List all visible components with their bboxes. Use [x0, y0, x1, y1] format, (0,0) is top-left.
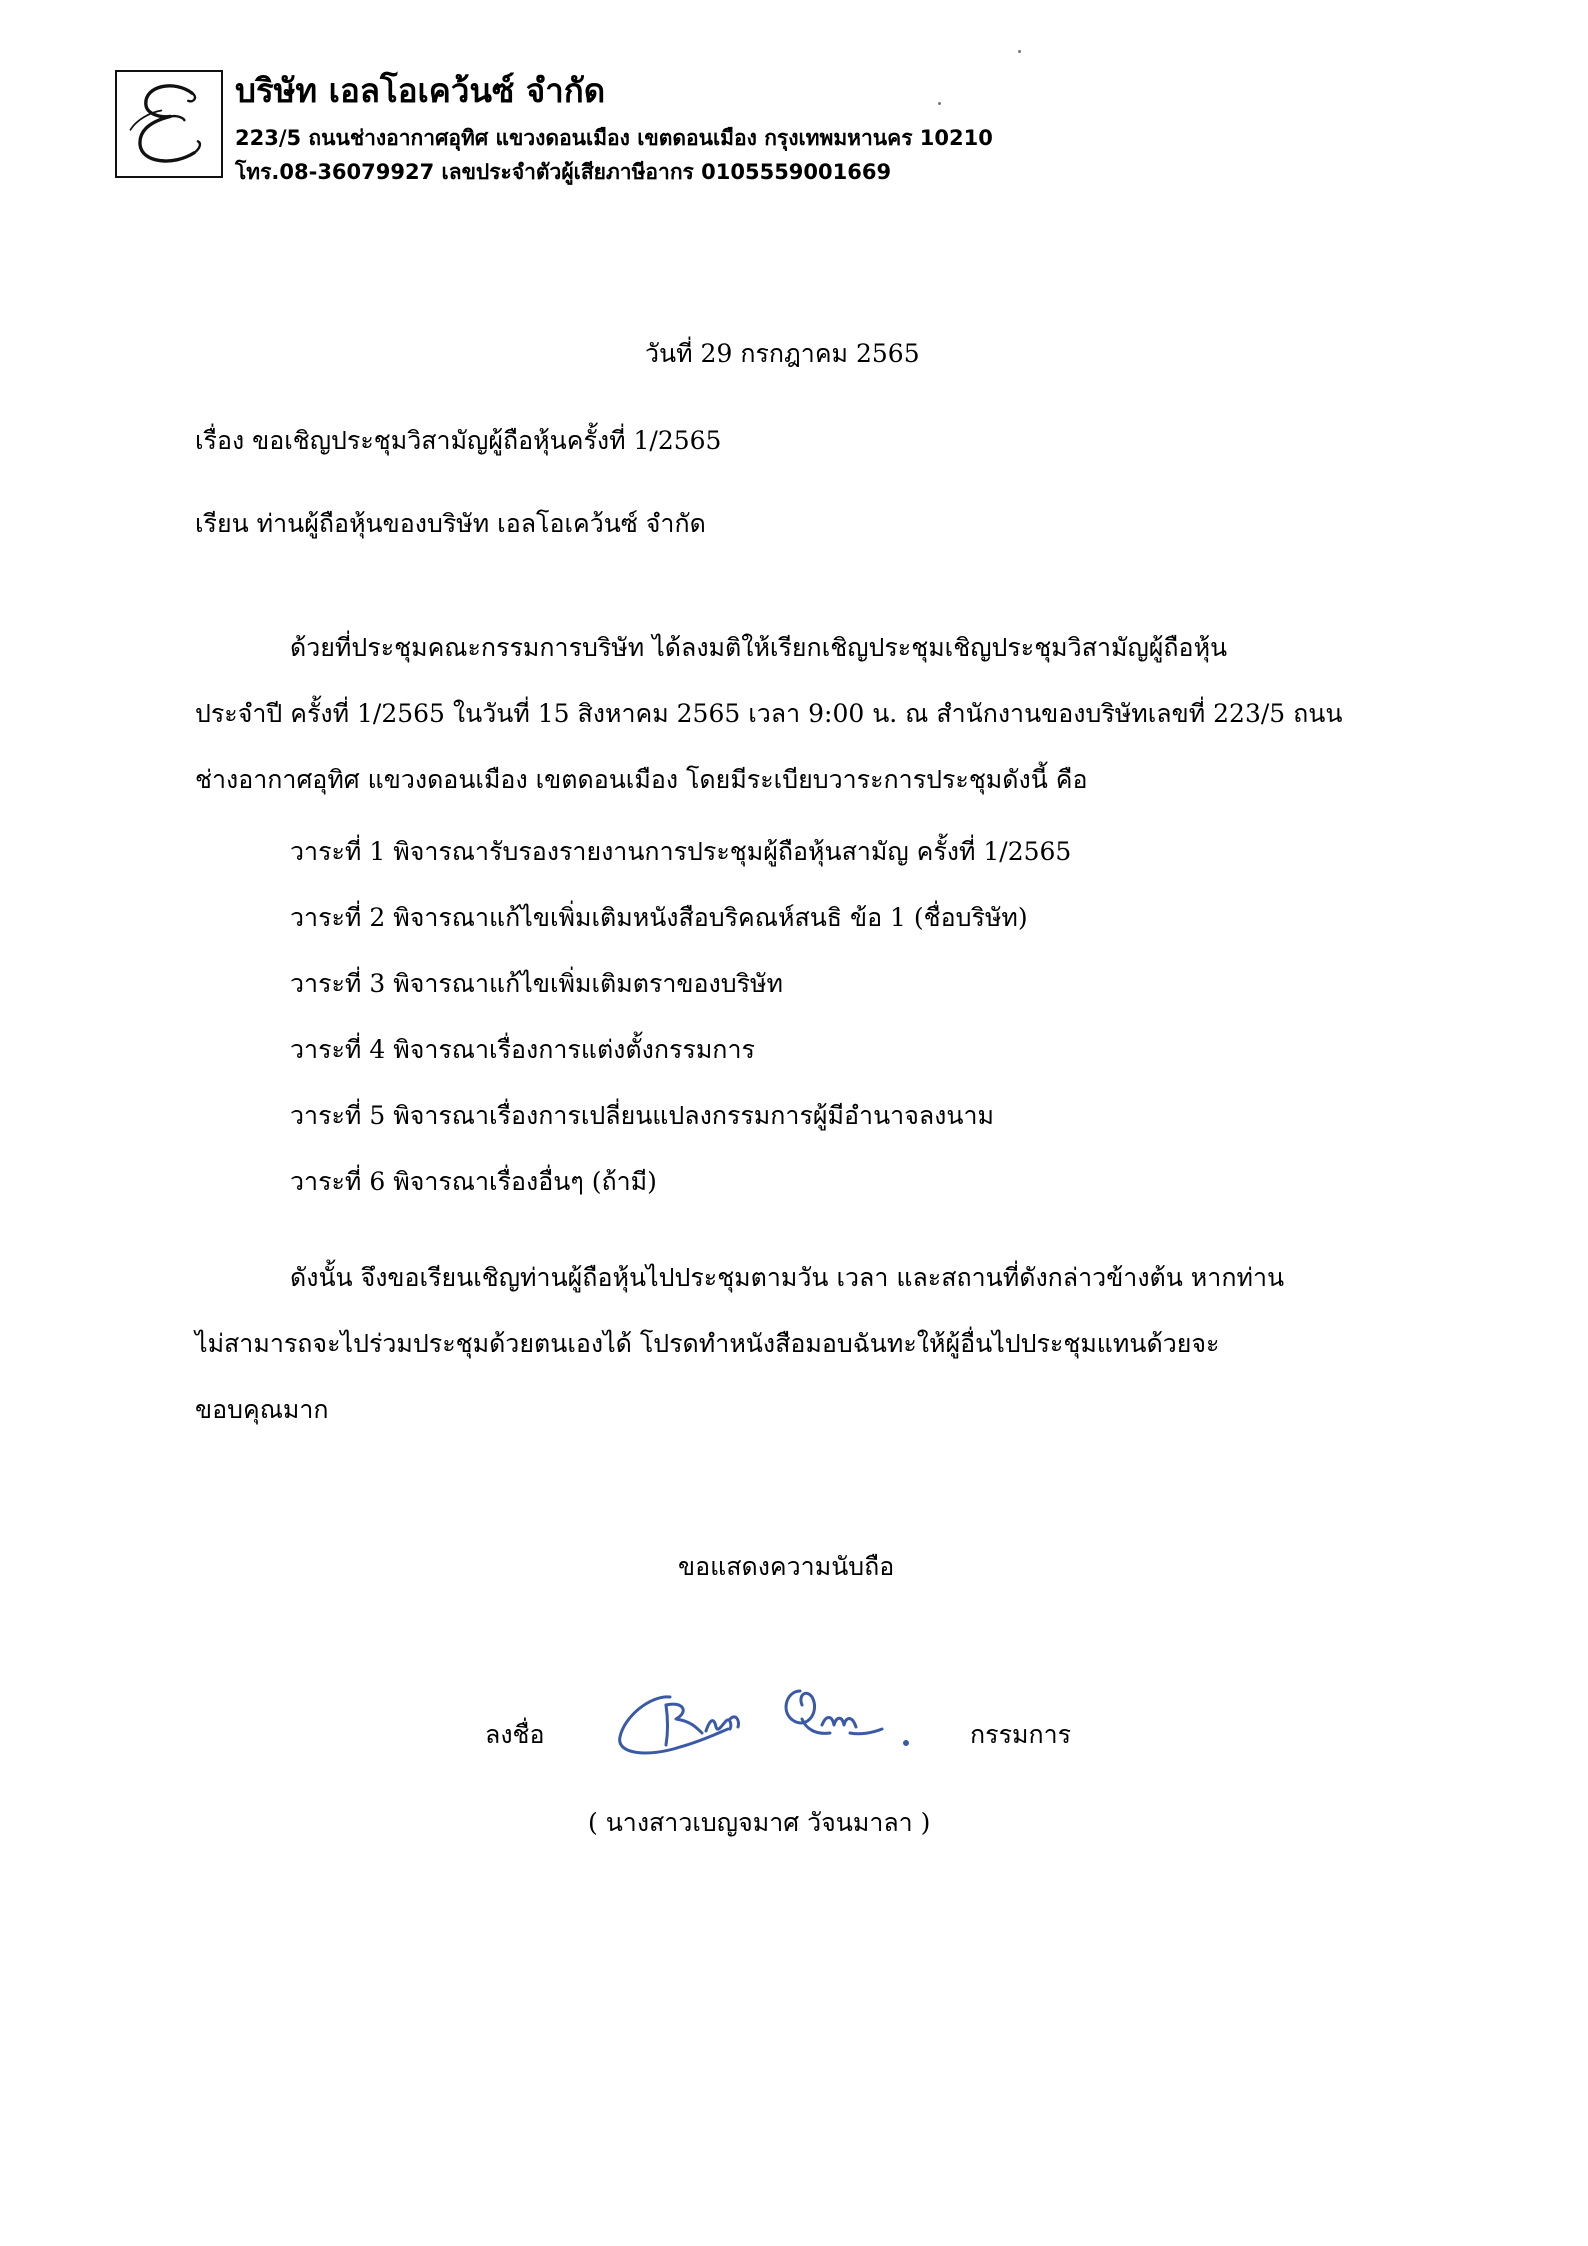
agenda-list	[290, 835, 1071, 1231]
conclusion-line: ไม่สามารถจะไปร่วมประชุมด้วยตนเองได้ โปรดทำหนังสือมอบฉันทะให้ผู้อื่นไปประชุมแทนด้วยจะ	[195, 1329, 1220, 1358]
company-name: บริษัท เอลโอเคว้นซ์ จำกัด	[235, 71, 606, 110]
intro-line: ช่างอากาศอุทิศ แขวงดอนเมือง เขตดอนเมือง โดยมีระเบียบวาระการประชุมดังนี้ คือ	[195, 765, 1088, 794]
agenda-item: วาระที่ 4 พิจารณาเรื่องการแต่งตั้งกรรมการ	[290, 1035, 755, 1064]
agenda-item: วาระที่ 5 พิจารณาเรื่องการเปลี่ยนแปลงกรรมการผู้มีอำนาจลงนาม	[290, 1101, 994, 1130]
signature-label: ลงชื่อ	[485, 1720, 545, 1749]
agenda-item: วาระที่ 3 พิจารณาแก้ไขเพิ่มเติมตราของบริษัท	[290, 969, 783, 998]
agenda-item: วาระที่ 6 พิจารณาเรื่องอื่นๆ (ถ้ามี)	[290, 1167, 657, 1196]
intro-line: ด้วยที่ประชุมคณะกรรมการบริษัท ได้ลงมติให้เรียกเชิญประชุมเชิญประชุมวิสามัญผู้ถือหุ้น	[290, 633, 1228, 662]
closing-text: ขอแสดงความนับถือ	[678, 1552, 895, 1581]
letter-recipient: เรียน ท่านผู้ถือหุ้นของบริษัท เอลโอเคว้นซ์ จำกัด	[195, 509, 706, 538]
agenda-item: วาระที่ 2 พิจารณาแก้ไขเพิ่มเติมหนังสือบริคณห์สนธิ ข้อ 1 (ชื่อบริษัท)	[290, 903, 1028, 932]
script-e-logo-icon	[117, 72, 221, 176]
letter-subject: เรื่อง ขอเชิญประชุมวิสามัญผู้ถือหุ้นครั้งที่ 1/2565	[195, 426, 722, 455]
company-contact: โทร.08-36079927 เลขประจำตัวผู้เสียภาษีอากร 0105559001669	[235, 160, 892, 184]
letter-date: วันที่ 29 กรกฎาคม 2565	[645, 339, 920, 368]
scan-speck	[938, 102, 941, 105]
conclusion-paragraph	[195, 1245, 1405, 1443]
agenda-item: วาระที่ 1 พิจารณารับรองรายงานการประชุมผู้ถือหุ้นสามัญ ครั้งที่ 1/2565	[290, 837, 1072, 866]
signature-role: กรรมการ	[970, 1720, 1072, 1749]
scan-speck	[1018, 50, 1021, 53]
intro-paragraph	[195, 615, 1405, 813]
conclusion-line: ดังนั้น จึงขอเรียนเชิญท่านผู้ถือหุ้นไปประชุมตามวัน เวลา และสถานที่ดังกล่าวข้างต้น หากท่าน	[290, 1263, 1285, 1292]
signatory-name: ( นางสาวเบญจมาศ วัจนมาลา )	[588, 1808, 931, 1837]
handwritten-signature	[610, 1675, 920, 1770]
company-logo	[115, 70, 223, 178]
intro-line: ประจำปี ครั้งที่ 1/2565 ในวันที่ 15 สิงหาคม 2565 เวลา 9:00 น. ณ สำนักงานของบริษัทเลขที่ 223/5 ถนน	[195, 699, 1343, 728]
company-address: 223/5 ถนนช่างอากาศอุทิศ แขวงดอนเมือง เขตดอนเมือง กรุงเทพมหานคร 10210	[235, 126, 993, 150]
conclusion-line: ขอบคุณมาก	[195, 1395, 329, 1424]
